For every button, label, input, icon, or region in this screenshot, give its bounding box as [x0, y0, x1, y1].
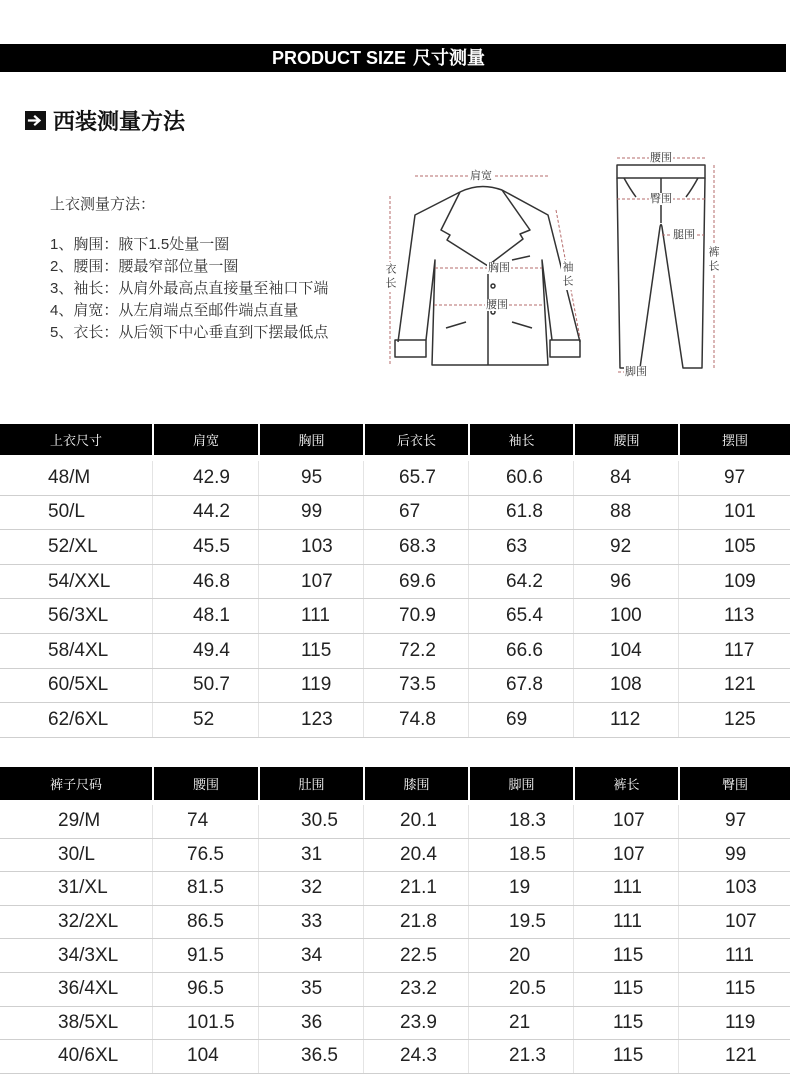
measurement-cell: 117: [678, 634, 790, 668]
measurement-cell: 61.8: [468, 496, 573, 530]
size-label-cell: 56/3XL: [48, 605, 109, 627]
instructions-list: [50, 234, 328, 344]
measurement-cell: 69: [468, 703, 573, 737]
table-row: [0, 1007, 790, 1041]
measurement-cell: 52: [152, 703, 258, 737]
measurement-cell: 115: [573, 939, 678, 972]
measurement-cell: 86.5: [152, 906, 258, 939]
size-label-cell: 34/3XL: [58, 944, 119, 966]
section-heading: [25, 107, 185, 133]
measurement-cell: 101: [678, 496, 790, 530]
measurement-cell: 67.8: [468, 669, 573, 703]
table-body: [0, 805, 790, 1074]
measurement-instructions: [50, 195, 328, 344]
banner-title-cn: 尺寸测量: [413, 48, 486, 68]
measurement-cell: 36: [258, 1007, 363, 1040]
measurement-cell: 23.9: [363, 1007, 468, 1040]
jacket-length-label: 衣长: [384, 263, 396, 291]
measurement-cell: 34: [258, 939, 363, 972]
size-label-cell: 58/4XL: [48, 639, 109, 661]
measurement-cell: 21: [468, 1007, 573, 1040]
measurement-cell: 104: [152, 1040, 258, 1073]
size-label-cell: 52/XL: [48, 535, 98, 557]
table-row: [0, 565, 790, 600]
measurement-cell: 125: [678, 703, 790, 737]
measurement-cell: 121: [678, 1040, 790, 1073]
measurement-cell: 23.2: [363, 973, 468, 1006]
measurement-cell: 24.3: [363, 1040, 468, 1073]
instruction-item: 5、衣长：从后领下中心垂直到下摆最低点: [50, 324, 329, 341]
measurement-cell: 68.3: [363, 530, 468, 564]
measurement-cell: 119: [258, 669, 363, 703]
measurement-cell: 44.2: [152, 496, 258, 530]
arrow-right-icon: [25, 111, 46, 130]
measurement-cell: 103: [678, 872, 790, 905]
size-label-cell: 29/M: [58, 810, 101, 832]
column-header: 袖长: [468, 424, 573, 455]
measurement-cell: 36.5: [258, 1040, 363, 1073]
measurement-cell: 63: [468, 530, 573, 564]
section-title: 西装测量方法: [53, 108, 186, 134]
jacket-chest-label: 胸围: [488, 262, 510, 274]
table-row: [0, 805, 790, 839]
size-label-cell: 62/6XL: [48, 708, 109, 730]
measurement-cell: 115: [573, 973, 678, 1006]
measurement-cell: 101.5: [152, 1007, 258, 1040]
measurement-cell: 81.5: [152, 872, 258, 905]
measurement-cell: 96.5: [152, 973, 258, 1006]
table-row: [0, 496, 790, 531]
measurement-cell: 123: [258, 703, 363, 737]
measurement-cell: 21.3: [468, 1040, 573, 1073]
measurement-cell: 64.2: [468, 565, 573, 599]
column-header: 膝围: [363, 767, 468, 800]
measurement-cell: 115: [573, 1040, 678, 1073]
table-row: [0, 669, 790, 704]
table-row: [0, 530, 790, 565]
measurement-cell: 92: [573, 530, 678, 564]
column-header: 上衣尺寸: [49, 433, 102, 448]
measurement-cell: 69.6: [363, 565, 468, 599]
size-label-cell: 48/M: [48, 466, 91, 488]
measurement-cell: 21.8: [363, 906, 468, 939]
column-header: 后衣长: [363, 424, 468, 455]
measurement-cell: 121: [678, 669, 790, 703]
measurement-cell: 20.4: [363, 839, 468, 872]
measurement-cell: 97: [678, 805, 790, 838]
column-header: 肩宽: [152, 424, 258, 455]
measurement-cell: 42.9: [152, 461, 258, 495]
table-row: [0, 939, 790, 973]
measurement-cell: 76.5: [152, 839, 258, 872]
size-label-cell: 38/5XL: [58, 1011, 119, 1033]
instruction-item: 3、袖长：从肩外最高点直接量至袖口下端: [50, 280, 329, 297]
measurement-cell: 33: [258, 906, 363, 939]
measurement-cell: 107: [258, 565, 363, 599]
measurement-cell: 19: [468, 872, 573, 905]
measurement-cell: 74: [152, 805, 258, 838]
measurement-cell: 99: [678, 839, 790, 872]
banner-title: [272, 44, 485, 72]
pants-hip-label: 臀围: [650, 193, 672, 205]
measurement-cell: 60.6: [468, 461, 573, 495]
banner-title-en: PRODUCT SIZE: [272, 48, 407, 68]
measurement-cell: 73.5: [363, 669, 468, 703]
measurement-cell: 108: [573, 669, 678, 703]
measurement-cell: 35: [258, 973, 363, 1006]
product-size-banner: [0, 44, 786, 72]
jacket-size-table: [0, 424, 790, 738]
measurement-cell: 105: [678, 530, 790, 564]
jacket-illustration: [380, 160, 590, 380]
measurement-cell: 99: [258, 496, 363, 530]
pants-thigh-label: 腿围: [673, 229, 695, 241]
size-label-cell: 32/2XL: [58, 911, 119, 933]
measurement-cell: 111: [258, 599, 363, 633]
pants-length-label: 裤长: [707, 246, 719, 274]
measurement-cell: 67: [363, 496, 468, 530]
measurement-cell: 50.7: [152, 669, 258, 703]
measurement-cell: 19.5: [468, 906, 573, 939]
pants-hem-label: 脚围: [625, 366, 647, 378]
measurement-cell: 49.4: [152, 634, 258, 668]
size-label-cell: 31/XL: [58, 877, 108, 899]
table-row: [0, 906, 790, 940]
measurement-cell: 107: [573, 805, 678, 838]
column-header: 裤子尺码: [49, 777, 102, 792]
measurement-cell: 111: [678, 939, 790, 972]
measurement-cell: 46.8: [152, 565, 258, 599]
measurement-cell: 91.5: [152, 939, 258, 972]
measurement-cell: 31: [258, 839, 363, 872]
measurement-cell: 107: [678, 906, 790, 939]
measurement-cell: 115: [258, 634, 363, 668]
measurement-cell: 30.5: [258, 805, 363, 838]
pants-waist-label: 腰围: [650, 152, 672, 164]
measurement-cell: 20.1: [363, 805, 468, 838]
measurement-cell: 104: [573, 634, 678, 668]
measurement-cell: 103: [258, 530, 363, 564]
jacket-shoulder-label: 肩宽: [470, 170, 492, 182]
measurement-cell: 18.3: [468, 805, 573, 838]
measurement-cell: 72.2: [363, 634, 468, 668]
measurement-cell: 48.1: [152, 599, 258, 633]
table-row: [0, 703, 790, 738]
column-header: 脚围: [468, 767, 573, 800]
measurement-cell: 70.9: [363, 599, 468, 633]
table-header-row: [0, 424, 790, 455]
measurement-cell: 115: [678, 973, 790, 1006]
measurement-cell: 95: [258, 461, 363, 495]
measurement-cell: 109: [678, 565, 790, 599]
column-header: 肚围: [258, 767, 363, 800]
size-label-cell: 40/6XL: [58, 1045, 119, 1067]
measurement-cell: 115: [573, 1007, 678, 1040]
size-label-cell: 54/XXL: [48, 570, 111, 592]
table-row: [0, 1040, 790, 1074]
table-row: [0, 839, 790, 873]
measurement-cell: 88: [573, 496, 678, 530]
measurement-cell: 65.4: [468, 599, 573, 633]
column-header: 胸围: [258, 424, 363, 455]
size-label-cell: 60/5XL: [48, 674, 109, 696]
measurement-cell: 100: [573, 599, 678, 633]
measurement-cell: 97: [678, 461, 790, 495]
jacket-waist-label: 腰围: [486, 299, 508, 311]
column-header: 腰围: [573, 424, 678, 455]
size-label-cell: 36/4XL: [58, 978, 119, 1000]
instruction-item: 2、腰围：腰最窄部位量一圈: [50, 258, 239, 275]
table-row: [0, 973, 790, 1007]
column-header: 臀围: [678, 767, 790, 800]
jacket-diagram: [380, 160, 590, 380]
measurement-cell: 112: [573, 703, 678, 737]
measurement-cell: 84: [573, 461, 678, 495]
measurement-cell: 107: [573, 839, 678, 872]
measurement-cell: 65.7: [363, 461, 468, 495]
instruction-item: 4、肩宽：从左肩端点至邮件端点直量: [50, 302, 299, 319]
measurement-cell: 111: [573, 872, 678, 905]
measurement-cell: 74.8: [363, 703, 468, 737]
table-row: [0, 599, 790, 634]
pants-diagram: [600, 145, 730, 385]
table-row: [0, 461, 790, 496]
measurement-cell: 45.5: [152, 530, 258, 564]
measurement-cell: 32: [258, 872, 363, 905]
measurement-cell: 96: [573, 565, 678, 599]
size-label-cell: 30/L: [58, 843, 95, 865]
column-header: 腰围: [152, 767, 258, 800]
table-body: [0, 461, 790, 738]
table-header-row: [0, 767, 790, 800]
measurement-cell: 119: [678, 1007, 790, 1040]
measurement-cell: 18.5: [468, 839, 573, 872]
measurement-cell: 111: [573, 906, 678, 939]
measurement-cell: 20.5: [468, 973, 573, 1006]
pants-size-table: [0, 767, 790, 1074]
column-header: 裤长: [573, 767, 678, 800]
measurement-cell: 21.1: [363, 872, 468, 905]
instruction-item: 1、胸围：腋下1.5处量一圈: [50, 236, 230, 253]
jacket-sleeve-label: 袖长: [561, 261, 573, 289]
column-header: 摆围: [678, 424, 790, 455]
measurement-cell: 22.5: [363, 939, 468, 972]
instructions-heading: 上衣测量方法：: [50, 196, 156, 213]
table-row: [0, 634, 790, 669]
size-label-cell: 50/L: [48, 501, 85, 523]
measurement-cell: 66.6: [468, 634, 573, 668]
measurement-cell: 113: [678, 599, 790, 633]
table-row: [0, 872, 790, 906]
measurement-cell: 20: [468, 939, 573, 972]
